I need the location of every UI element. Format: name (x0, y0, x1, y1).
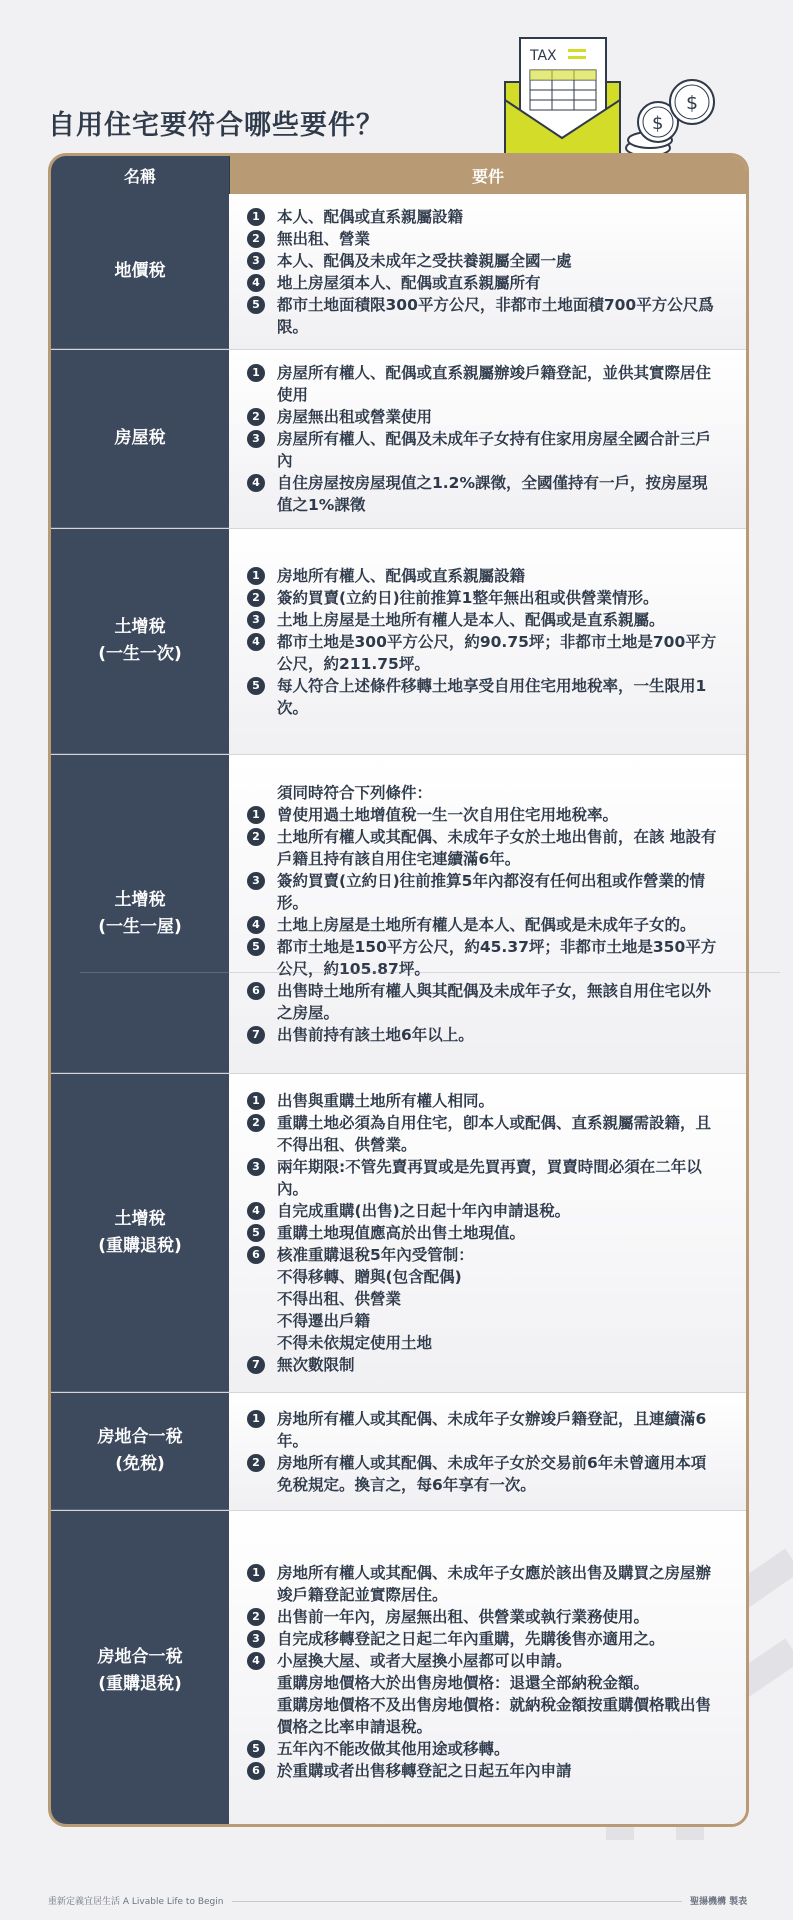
item-number-badge: 5 (247, 1224, 265, 1242)
header-requirements: 要件 (471, 166, 504, 186)
item-number-badge: 5 (247, 677, 265, 695)
tax-name-cell (51, 350, 229, 528)
requirements-table (48, 153, 749, 1827)
requirement-item (247, 1650, 720, 1672)
requirement-item (247, 609, 720, 631)
item-number-badge: 4 (247, 916, 265, 934)
requirement-item (247, 1200, 720, 1222)
item-number-badge: 7 (247, 1356, 265, 1374)
svg-text:$: $ (652, 113, 664, 134)
item-number-badge (247, 1674, 265, 1692)
requirement-text: 房地所有權人、配偶或直系親屬設籍 (277, 566, 526, 585)
item-number-badge: 7 (247, 1026, 265, 1044)
item-number-badge: 1 (247, 1092, 265, 1110)
requirement-item (247, 914, 720, 936)
requirement-item (247, 587, 720, 609)
requirement-item (247, 1562, 720, 1606)
requirement-item (247, 1090, 720, 1112)
requirement-text: 不得移轉、贈與(包含配偶) (277, 1268, 462, 1286)
requirement-text: 房屋無出租或營業使用 (277, 408, 433, 426)
footer-slogan: 重新定義宜居生活 A Livable Life to Begin (48, 1897, 224, 1907)
item-number-badge: 3 (247, 252, 265, 270)
table-row (51, 529, 746, 755)
requirement-item (247, 1266, 720, 1288)
requirement-text: 都市土地是300平方公尺，約90.75坪；非都市土地是700平方公尺，約211.75坪。 (277, 632, 717, 673)
requirement-text: 無次數限制 (277, 1356, 355, 1374)
requirement-text: 核准重購退稅5年內受管制： (277, 1246, 474, 1264)
requirement-text: 地上房屋須本人、配偶或直系親屬所有 (277, 273, 541, 292)
tax-name-line: 房地合一稅 (97, 1647, 183, 1667)
requirement-text: 出售時土地所有權人與其配偶及未成年子女，無該自用住宅以外之房屋。 (277, 982, 712, 1022)
tax-name-cell (51, 529, 229, 754)
requirement-item (247, 826, 720, 870)
requirement-item (247, 1694, 720, 1738)
tax-name-cell (51, 194, 229, 349)
requirement-text: 土地上房屋是土地所有權人是本人、配偶或是直系親屬。 (277, 610, 665, 629)
item-number-badge: 2 (247, 1114, 265, 1132)
requirement-text: 重購土地現值應高於出售土地現值。 (277, 1224, 526, 1242)
requirement-item (247, 1354, 720, 1376)
requirement-item (247, 1738, 720, 1760)
item-number-badge: 2 (247, 589, 265, 607)
requirement-text: 小屋換大屋、或者大屋換小屋都可以申請。 (277, 1651, 572, 1670)
requirement-text: 不得遷出戶籍 (277, 1312, 371, 1330)
tax-name-line: 土增稅 (114, 617, 166, 637)
requirement-item (247, 206, 720, 228)
tax-name-line: (重購退稅) (98, 1674, 182, 1694)
requirement-item (247, 362, 720, 406)
requirement-text: 本人、配偶及未成年之受扶養親屬全國一處 (277, 251, 572, 270)
tax-name-line: (重購退稅) (98, 1235, 182, 1256)
item-number-badge: 4 (247, 1652, 265, 1670)
footer-credit: 聖揚機構 製表 (690, 1897, 748, 1907)
requirement-item (247, 1222, 720, 1244)
requirement-item (247, 804, 720, 826)
requirement-item (247, 631, 720, 675)
requirement-item (247, 406, 720, 428)
requirement-text: 都市土地面積限300平方公尺，非都市土地面積700平方公尺爲限。 (277, 295, 714, 336)
requirement-item (247, 294, 720, 338)
requirement-item (247, 565, 720, 587)
requirement-text: 房地所有權人或其配偶、未成年子女於交易前6年未曾適用本項免稅規定。換言之，每6年享有一次。 (277, 1453, 707, 1494)
requirement-text: 出售前持有該土地6年以上。 (277, 1026, 474, 1044)
item-number-badge (247, 1290, 265, 1308)
tax-name-cell (51, 1074, 229, 1392)
tax-name-line: 房屋稅 (114, 428, 166, 448)
requirement-text: 簽約買賣(立約日)往前推算5年內都沒有任何出租或作營業的情形。 (277, 872, 705, 912)
item-number-badge (247, 1334, 265, 1352)
item-number-badge: 5 (247, 1740, 265, 1758)
requirement-item (247, 1112, 720, 1156)
requirement-item (247, 936, 720, 980)
requirement-item (247, 675, 720, 719)
item-number-badge: 6 (247, 982, 265, 1000)
tax-name-cell (51, 1393, 229, 1510)
item-number-badge: 2 (247, 230, 265, 248)
requirements-cell (229, 1511, 746, 1827)
requirement-item (247, 1672, 720, 1694)
item-number-badge: 1 (247, 1564, 265, 1582)
tax-name-line: 土增稅 (114, 1208, 166, 1229)
requirement-item (247, 250, 720, 272)
tax-label: TAX (530, 48, 557, 64)
requirement-item (247, 272, 720, 294)
requirement-text: 每人符合上述條件移轉土地享受自用住宅用地稅率，一生限用1次。 (277, 676, 707, 717)
table-row (51, 350, 746, 529)
requirement-text: 房屋所有權人、配偶或直系親屬辦竣戶籍登記，並供其實際居住使用 (277, 364, 712, 404)
requirement-text: 重購土地必須為自用住宅，卽本人或配偶、直系親屬需設籍，且不得出租、供營業。 (277, 1114, 712, 1154)
requirement-item (247, 1024, 720, 1046)
item-number-badge (247, 1696, 265, 1714)
requirement-text: 曾使用過土地增值稅一生一次自用住宅用地稅率。 (277, 806, 619, 824)
tax-name-line: 房地合一稅 (97, 1427, 183, 1447)
requirement-text: 重購房地價格大於出售房地價格：退還全部納稅金額。 (277, 1673, 650, 1692)
item-number-badge: 2 (247, 828, 265, 846)
requirement-text: 房屋所有權人、配偶及未成年子女持有住家用房屋全國合計三戶內 (277, 430, 712, 470)
requirement-item (247, 980, 720, 1024)
requirement-item (247, 1408, 720, 1452)
item-number-badge: 4 (247, 274, 265, 292)
divider-line (80, 972, 780, 973)
requirement-text: 自住房屋按房屋現值之1.2%課徵，全國僅持有一戶，按房屋現值之1%課徵 (277, 474, 708, 514)
table-row (51, 1074, 746, 1393)
item-number-badge: 2 (247, 408, 265, 426)
requirement-item (247, 870, 720, 914)
requirements-cell (229, 1074, 746, 1392)
item-number-badge: 3 (247, 611, 265, 629)
requirements-cell (229, 1393, 746, 1510)
requirement-text: 本人、配偶或直系親屬設籍 (277, 207, 464, 226)
requirement-text: 自完成重購(出售)之日起十年內申請退稅。 (277, 1202, 571, 1220)
item-number-badge: 5 (247, 296, 265, 314)
table-row (51, 755, 746, 1074)
tax-name-line: (一生一屋) (98, 916, 182, 937)
requirement-item (247, 1628, 720, 1650)
requirement-text: 都市土地是150平方公尺，約45.37坪；非都市土地是350平方公尺，約105.87坪。 (277, 938, 717, 978)
item-number-badge: 3 (247, 872, 265, 890)
requirement-text: 重購房地價格不及出售房地價格：就納稅金額按重購價格戰出售價格之比率申請退稅。 (277, 1695, 712, 1736)
page-title: 自用住宅要符合哪些要件？ (48, 110, 384, 141)
svg-text:$: $ (686, 92, 699, 114)
item-number-badge: 4 (247, 1202, 265, 1220)
tax-name-line: 地價稅 (114, 260, 166, 281)
requirement-item (247, 1288, 720, 1310)
footer-divider (232, 1901, 682, 1902)
requirement-text: 土地上房屋是土地所有權人是本人、配偶或是未成年子女的。 (277, 916, 696, 934)
item-number-badge: 4 (247, 633, 265, 651)
item-number-badge: 4 (247, 474, 265, 492)
table-row (51, 194, 746, 350)
requirement-text: 出售與重購土地所有權人相同。 (277, 1092, 495, 1110)
requirements-cell (229, 529, 746, 754)
requirement-text: 自完成移轉登記之日起二年內重購，先購後售亦適用之。 (277, 1629, 665, 1648)
requirement-item (247, 1310, 720, 1332)
table-header (51, 156, 746, 194)
requirement-item (247, 228, 720, 250)
requirement-text: 出售前一年內，房屋無出租、供營業或執行業務使用。 (277, 1607, 650, 1626)
tax-name-cell (51, 1511, 229, 1827)
item-number-badge: 3 (247, 430, 265, 448)
requirement-text: 不得出租、供營業 (277, 1290, 402, 1308)
table-row (51, 1393, 746, 1511)
tax-name-line: (免稅) (115, 1454, 165, 1474)
item-number-badge: 6 (247, 1762, 265, 1780)
requirement-text: 於重購或者出售移轉登記之日起五年內申請 (277, 1761, 572, 1780)
tax-envelope-illustration (500, 30, 730, 160)
requirement-item (247, 1606, 720, 1628)
requirements-cell (229, 755, 746, 1073)
item-number-badge: 2 (247, 1608, 265, 1626)
header-name: 名稱 (51, 156, 230, 194)
requirement-text: 兩年期限:不管先賣再買或是先買再賣，買賣時間必須在二年以內。 (277, 1158, 702, 1198)
requirement-item (247, 1332, 720, 1354)
requirement-text: 須同時符合下列條件： (277, 784, 433, 802)
item-number-badge (247, 1312, 265, 1330)
requirement-item (247, 782, 720, 804)
requirement-text: 不得未依規定使用土地 (277, 1334, 433, 1352)
requirement-item (247, 1244, 720, 1266)
requirement-text: 土地所有權人或其配偶、未成年子女於土地出售前，在該 地設有戶籍且持有該自用住宅連續滿6年。 (277, 828, 717, 868)
item-number-badge (247, 784, 265, 802)
requirements-cell (229, 194, 746, 349)
requirement-item (247, 428, 720, 472)
table-row (51, 1511, 746, 1827)
item-number-badge: 1 (247, 364, 265, 382)
item-number-badge (247, 1268, 265, 1286)
tax-name-line: 土增稅 (114, 889, 166, 910)
item-number-badge: 3 (247, 1630, 265, 1648)
requirement-text: 無出租、營業 (277, 229, 371, 248)
item-number-badge: 3 (247, 1158, 265, 1176)
tax-name-line: (一生一次) (98, 644, 182, 664)
requirement-text: 房地所有權人或其配偶、未成年子女辦竣戶籍登記，且連續滿6年。 (277, 1409, 707, 1450)
table-body (51, 194, 746, 1827)
requirement-text: 簽約買賣(立約日)往前推算1整年無出租或供營業情形。 (277, 588, 659, 607)
requirement-item (247, 1156, 720, 1200)
item-number-badge: 6 (247, 1246, 265, 1264)
item-number-badge: 1 (247, 1410, 265, 1428)
requirement-item (247, 1760, 720, 1782)
requirement-item (247, 472, 720, 516)
item-number-badge: 2 (247, 1454, 265, 1472)
tax-name-cell (51, 755, 229, 1073)
requirement-text: 五年內不能改做其他用途或移轉。 (277, 1739, 510, 1758)
item-number-badge: 1 (247, 208, 265, 226)
item-number-badge: 5 (247, 938, 265, 956)
requirement-item (247, 1452, 720, 1496)
item-number-badge: 1 (247, 806, 265, 824)
item-number-badge: 1 (247, 567, 265, 585)
requirements-cell (229, 350, 746, 528)
requirement-text: 房地所有權人或其配偶、未成年子女應於該出售及購買之房屋辦竣戶籍登記並實際居住。 (277, 1563, 712, 1604)
